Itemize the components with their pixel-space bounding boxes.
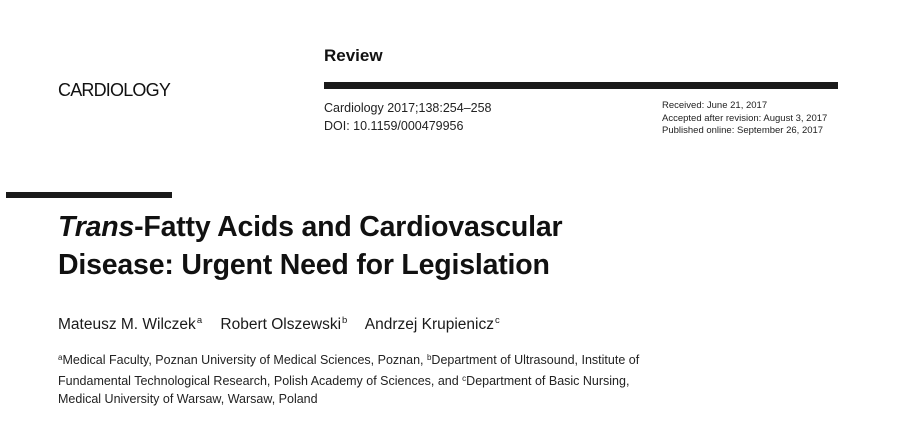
journal-logo: CARDIOLOGY (58, 80, 171, 100)
citation-reference: Cardiology 2017;138:254–258 (324, 101, 492, 115)
affil-text: Medical Faculty, Poznan University of Medical Sciences, Poznan, (62, 353, 427, 367)
author-affil-marker: b (342, 315, 348, 326)
author-name: Mateusz M. Wilczek (58, 316, 196, 333)
title-rule (6, 192, 172, 198)
affil-marker: b (426, 353, 432, 362)
header-rule (324, 82, 838, 89)
affiliations (58, 349, 658, 409)
article-title (58, 208, 562, 284)
section-label: Review (324, 46, 383, 65)
author-list (58, 315, 514, 334)
author[interactable] (220, 316, 347, 333)
affil-marker: a (58, 353, 63, 362)
title-italic: Trans (58, 211, 135, 243)
author[interactable] (58, 316, 202, 333)
author-affil-marker: a (196, 315, 203, 326)
affil-text: Department of Ultrasound, Institute of Fundamental Technological Research, Polish Academy of Sciences, and (58, 353, 640, 388)
citation-doi[interactable]: DOI: 10.1159/000479956 (324, 119, 464, 133)
article-dates (662, 100, 827, 138)
title-line-2: Disease: Urgent Need for Legislation (58, 249, 550, 281)
affil-text: Department of Basic Nursing, Medical University of Warsaw, Warsaw, Poland (58, 373, 630, 406)
title-line-1 (58, 208, 562, 246)
author-affil-marker: c (495, 315, 500, 326)
title-line-1-rest: -Fatty Acids and Cardiovascular (134, 211, 563, 243)
date-published: Published online: September 26, 2017 (662, 125, 824, 136)
date-accepted: Accepted after revision: August 3, 2017 (662, 112, 828, 124)
citation-block (324, 99, 492, 135)
date-received: Received: June 21, 2017 (662, 100, 768, 111)
author-name: Robert Olszewski (220, 316, 342, 333)
affil-marker: c (462, 373, 467, 383)
author-name: Andrzej Krupienicz (364, 316, 494, 333)
author[interactable] (365, 316, 500, 333)
